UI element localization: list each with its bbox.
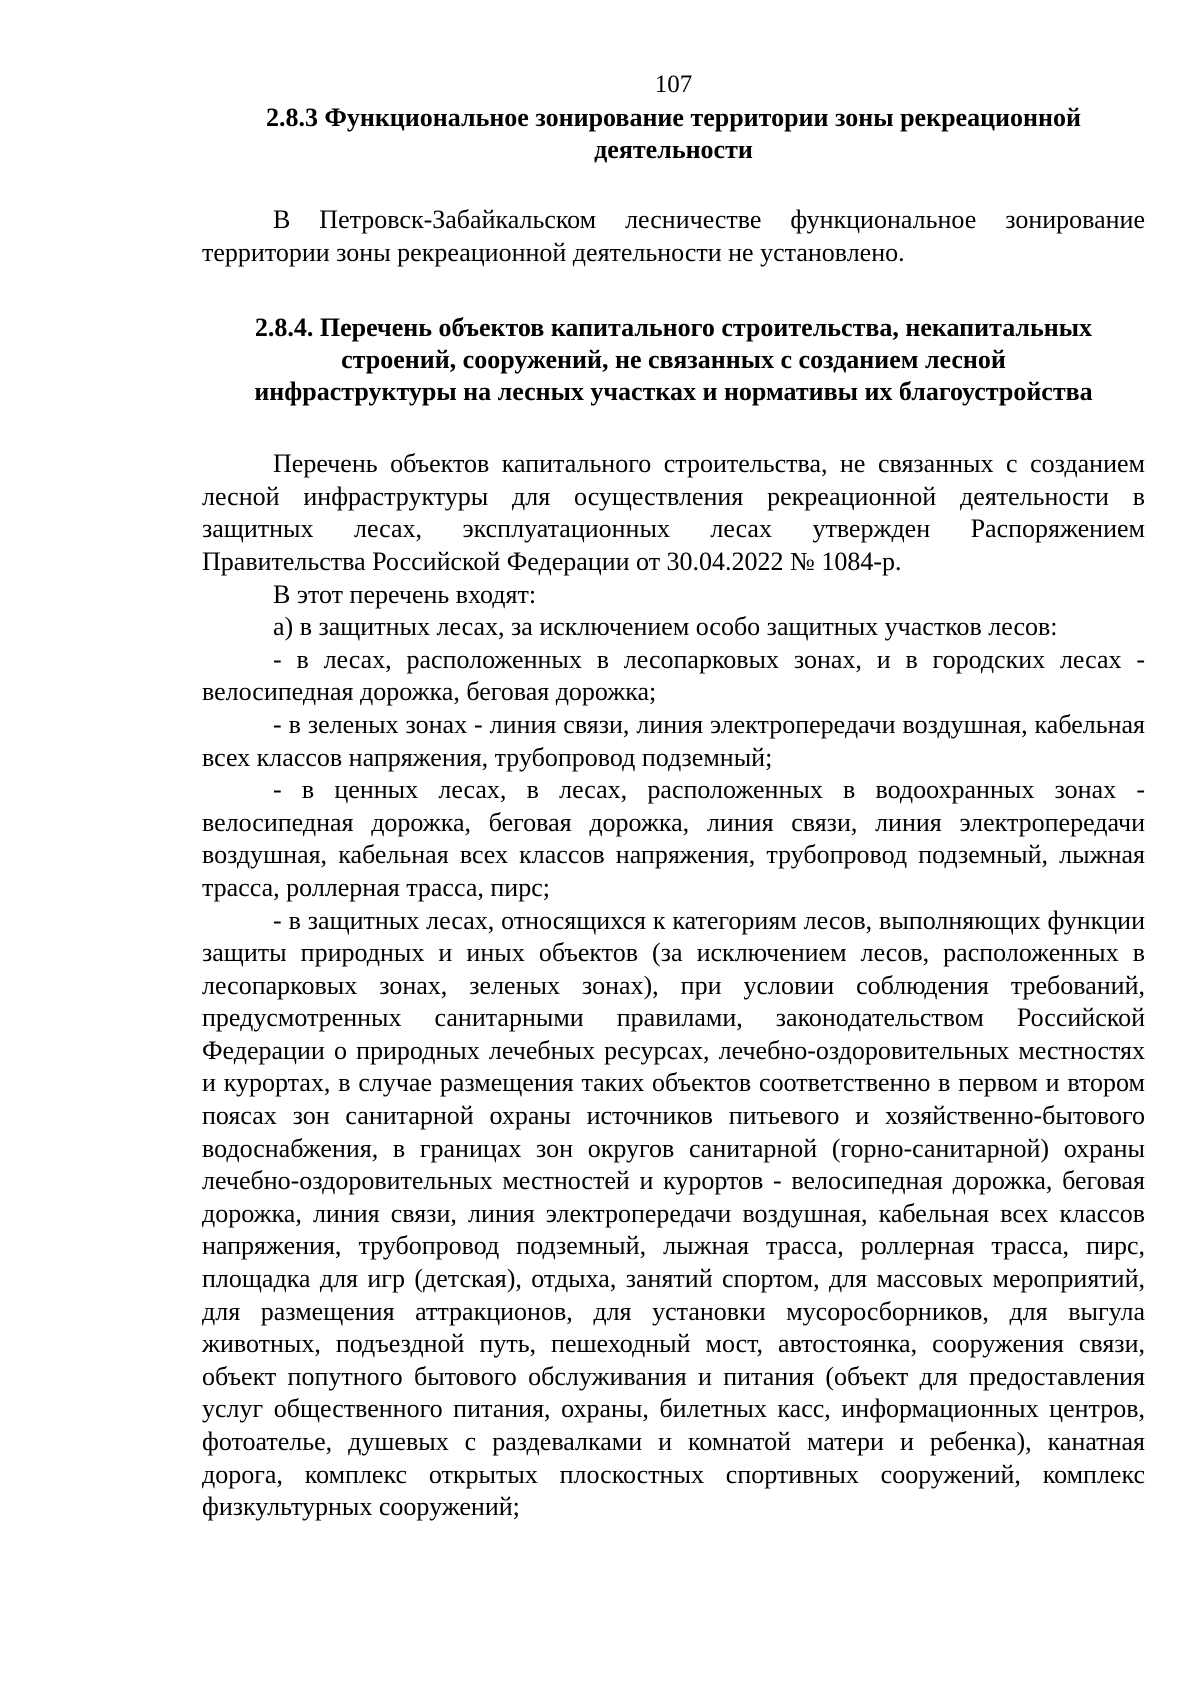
heading-line: 2.8.3 Функциональное зонирование территории зоны рекреационной <box>266 103 1081 132</box>
paragraph-list-intro: Перечень объектов капитального строительства, не связанных с созданием лесной инфраструктуры для осуществления рекреационной деятельности в защитных лесах, эксплуатационных лесах утвержден Распоряжением Правительства Российской Федерации от 30.04.2022 № 1084-р. <box>202 449 1145 576</box>
section-2-8-4-heading <box>202 312 1145 408</box>
section-2-8-3-heading <box>202 102 1145 166</box>
paragraph-forest-park-zones: - в лесах, расположенных в лесопарковых зонах, и в городских лесах - велосипедная дорожка, беговая дорожка; <box>202 644 1145 707</box>
section-2-8-3-body: В Петровск-Забайкальском лесничестве функциональное зонирование территории зоны рекреационной деятельности не установлено. <box>202 205 1145 267</box>
document-page <box>202 70 1145 1524</box>
paragraph-valuable-forests: - в ценных лесах, в лесах, расположенных в водоохранных зонах - велосипедная дорожка, беговая дорожка, линия связи, линия электропередачи воздушная, кабельная всех классов напряжения, трубопровод подземный, лыжная трасса, роллерная трасса, пирс; <box>202 775 1145 902</box>
heading-line: инфраструктуры на лесных участках и нормативы их благоустройства <box>254 377 1093 407</box>
paragraph-green-zones: - в зеленых зонах - линия связи, линия электропередачи воздушная, кабельная всех классов напряжения, трубопровод подземный; <box>202 709 1145 772</box>
page-number: 107 <box>654 71 693 98</box>
paragraph-protective-forests: - в защитных лесах, относящихся к категориям лесов, выполняющих функции защиты природных и иных объектов (за исключением лесов, расположенных в лесопарковых зонах, зеленых зонах), при условии соблюдения требований, предусмотренных санитарными правилами, законодательством Российской Федерации о природных лечебных ресурсах, лечебно-оздоровительных местностях и курортах, в случае размещения таких объектов соответственно в первом и втором поясах зон санитарной охраны источников питьевого и хозяйственно-бытового водоснабжения, в границах зон округов санитарной (горно-санитарной) охраны лечебно-оздоровительных местностей и курортов - велосипедная дорожка, беговая дорожка, линия связи, линия электропередачи воздушная, кабельная всех классов напряжения, трубопровод подземный, лыжная трасса, роллерная трасса, пирс, площадка для игр (детская), отдыха, занятий спортом, для массовых мероприятий, для размещения аттракционов, для установки мусоросборников, для выгула животных, подъездной путь, пешеходный мост, автостоянка, сооружения связи, объект попутного бытового обслуживания и питания (объект для предоставления услуг общественного питания, охраны, билетных касс, информационных центров, фотоателье, душевых с раздевалками и комнатой матери и ребенка), канатная дорога, комплекс открытых плоскостных спортивных сооружений, комплекс физкультурных сооружений; <box>202 905 1145 1522</box>
heading-line: 2.8.4. Перечень объектов капитального строительства, некапитальных <box>254 313 1093 343</box>
paragraph-list-includes: В этот перечень входят: <box>273 579 537 609</box>
paragraph-item-a: а) в защитных лесах, за исключением особо защитных участков лесов: <box>273 612 1058 642</box>
heading-line: деятельности <box>594 135 753 164</box>
heading-line: строений, сооружений, не связанных с созданием лесной <box>341 345 1006 375</box>
